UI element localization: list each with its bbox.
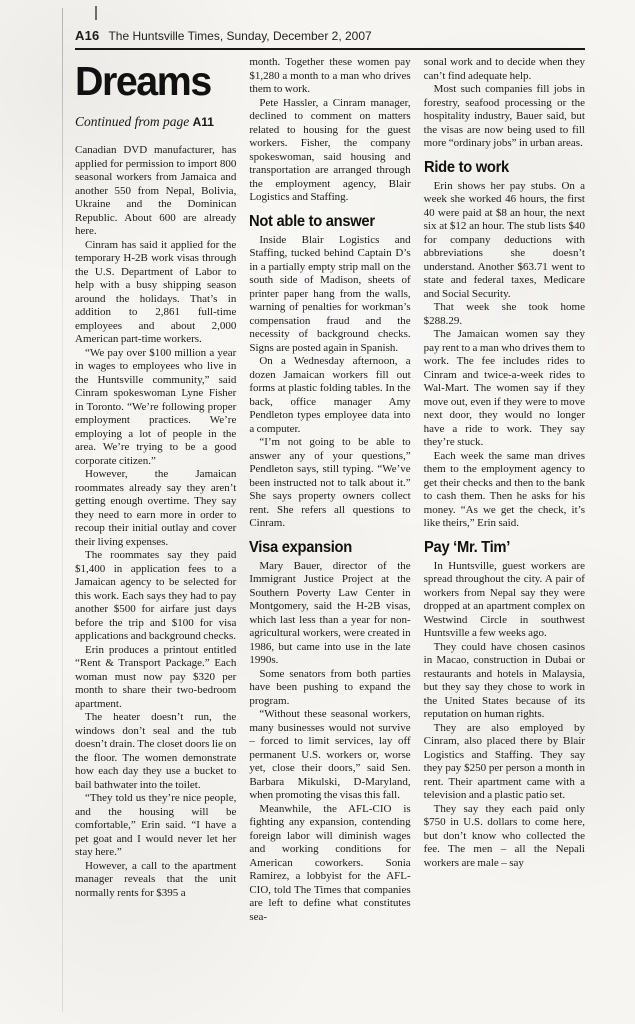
- article-paragraph: However, the Jamaican roommates already say they aren’t getting enough overtime. They say they need to earn more in order to recoup their initial outlay and cover their living expenses.: [75, 468, 237, 548]
- article-paragraph: Canadian DVD manufacturer, has applied for permission to import 800 seasonal workers from Jamaica and another 550 from Nepal, Bolivia, Ukraine and the Dominican Republic. About 600 are already here.: [75, 144, 237, 237]
- registration-tick-mark: [95, 6, 97, 20]
- article-paragraph: Mary Bauer, director of the Immigrant Justice Project at the Southern Poverty Law Center in Montgomery, said the H-2B visas, which last less than a year for non-agricultural workers, were created in 1986, but came into use in the late 1990s.: [249, 559, 411, 666]
- article-paragraph: They say they each paid only $750 in U.S. dollars to come here, but don’t know who collected the fee. The men – all the Nepali workers are male – say: [423, 802, 585, 869]
- article-paragraph: Most such companies fill jobs in forestry, seafood processing or the hospitality industry, Bauer said, but the visas are now being used to fill more “ordinary jobs” in urban areas.: [423, 83, 585, 149]
- article-paragraph: “I’m not going to be able to answer any of your questions,” Pendleton says, still typing. “We’ve been instructed not to talk about it.” She says property owners collect rent. She refers all questions to Cinram.: [249, 436, 411, 529]
- masthead: The Huntsville Times, Sunday, December 2, 2007: [108, 29, 372, 43]
- continued-prefix: Continued from page: [75, 114, 193, 129]
- section-subhead: Ride to work: [423, 158, 509, 176]
- article-paragraph: The Jamaican women say they pay rent to a man who drives them to work. The fee includes rides to Cinram and twice-a-week rides to Wal-Mart. The women say if they move out, even if they were to move next door, they would no longer have a ride to work. They say they’re stuck.: [423, 328, 585, 448]
- article-paragraph: “Without these seasonal workers, many businesses would not survive – forced to limit services, lay off permanent U.S. workers or, worse yet, close their doors,” said Sen. Barbara Mikulski, D-Maryland, when promoting the visas this fall.: [249, 708, 411, 801]
- article-paragraph: Each week the same man drives them to the employment agency to get their checks and then to the bank to cash them. Then he asks for his money. “As we get the check, it’s like theirs,” Erin said.: [423, 449, 585, 529]
- article-paragraph: They are also employed by Cinram, also placed there by Blair Logistics and Staffing. They say they pay $250 per person a month in rent. Their apartment came with a television and a plastic patio set.: [423, 721, 585, 801]
- article-paragraph: Some senators from both parties have been pushing to expand the program.: [249, 667, 411, 707]
- article-paragraph: “We pay over $100 million a year in wages to employees who live in the Huntsville community,” said Cinram spokeswoman Lyne Fisher in Toronto. “We’re following proper employment practices. We’re employing a lot of people in the area. We’re trying to be a good corporate citizen.”: [75, 346, 237, 467]
- article-paragraph: month. Together these women pay $1,280 a month to a man who drives them to work.: [249, 56, 411, 95]
- article-body: [75, 56, 585, 1004]
- continued-from-line: [75, 114, 236, 130]
- section-subhead: Pay ‘Mr. Tim’: [423, 538, 510, 556]
- article-headline: Dreams: [75, 58, 211, 104]
- page-header: [75, 28, 585, 50]
- column-1: [75, 56, 236, 1004]
- article-paragraph: Cinram has said it applied for the temporary H-2B work visas through the U.S. Department of Labor to help with a busy shipping season around the holidays. That’s in addition to 2,861 full-time employees and about 2,000 American part-time workers.: [75, 238, 237, 345]
- article-paragraph: However, a call to the apartment manager reveals that the unit normally rents for $395 a: [75, 859, 237, 899]
- section-subhead: Visa expansion: [249, 538, 353, 556]
- article-paragraph: The roommates say they paid $1,400 in application fees to a Jamaican agency to be selected for this work. Each says they had to pay another $500 for airfare just days before the trip and $100 for visa applications and background checks.: [75, 549, 237, 642]
- page-number: A16: [75, 28, 100, 43]
- article-paragraph: The heater doesn’t run, the windows don’t seal and the tub doesn’t drain. The closet doors lie on the floor. The women demonstrate how each day they use a bucket to bail bathwater into the toilet.: [75, 711, 237, 791]
- column-2: [249, 56, 410, 1004]
- article-paragraph: Inside Blair Logistics and Staffing, tucked behind Captain D’s in a partially empty strip mall on the south side of Madison, sheets of printer paper hang from the walls, warning of penalties for workman’s compensation fraud and the necessity of background checks. Signs are posted again in Spanish.: [249, 233, 411, 354]
- article-paragraph: On a Wednesday afternoon, a dozen Jamaican workers fill out forms at plastic folding tables. In the back, office manager Amy Pendleton types employee data into a computer.: [249, 355, 411, 435]
- article-paragraph: “They told us they’re nice people, and the housing will be comfortable,” Erin said. “I have a pet goat and I would never let her stay here.”: [75, 792, 237, 858]
- continued-page-ref: A11: [192, 115, 214, 129]
- article-paragraph: Meanwhile, the AFL-CIO is fighting any expansion, contending foreign labor will diminish wages and working conditions for American coworkers. Sonia Ramirez, a lobbyist for the AFL-CIO, told The Times that companies are left to define what constitutes sea-: [249, 802, 411, 923]
- article-paragraph: Erin produces a printout entitled “Rent & Transport Package.” Each woman must now pay $320 per month to share their two-bedroom apartment.: [75, 643, 237, 710]
- page-fold-line: [62, 8, 63, 1012]
- column-3: [424, 56, 585, 1004]
- article-paragraph: Erin shows her pay stubs. On a week she worked 46 hours, the first 40 were paid at $8 an hour, the next six at $12 an hour. The stub lists $40 for company deductions with abbreviations she doesn’t understand. Another $63.71 went to state and federal taxes, Medicare and Social Security.: [423, 179, 585, 300]
- article-paragraph: That week she took home $288.29.: [423, 301, 585, 327]
- article-paragraph: They could have chosen casinos in Macao, construction in Dubai or restaurants and hotels in Malaysia, but they say they chose to work in the United States because of its reputation on human rights.: [423, 640, 585, 720]
- article-paragraph: In Huntsville, guest workers are spread throughout the city. A pair of workers from Nepal say they were dropped at an apartment complex on Westwind Circle in southwest Huntsville a few weeks ago.: [423, 559, 585, 639]
- section-subhead: Not able to answer: [249, 212, 376, 230]
- article-paragraph: Pete Hassler, a Cinram manager, declined to comment on matters related to housing for the guest workers. Fisher, the company spokeswoman, said housing and transportation are arranged through the employment agency, Blair Logistics and Staffing.: [249, 96, 411, 203]
- article-paragraph: sonal work and to decide when they can’t find adequate help.: [423, 56, 585, 82]
